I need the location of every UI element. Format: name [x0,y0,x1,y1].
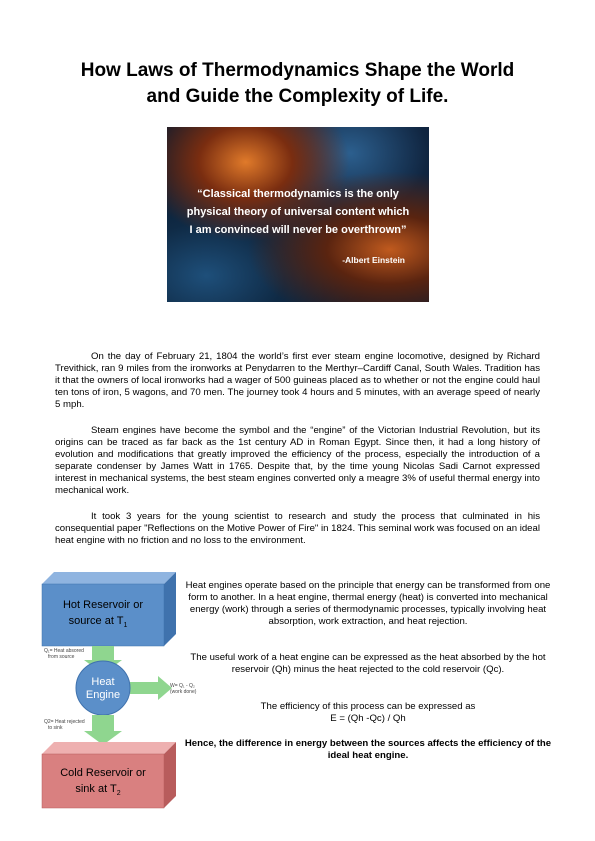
work-label-line-2: (work done) [170,689,197,695]
engine-line-2: Engine [85,689,121,701]
title-line-1: How Laws of Thermodynamics Shape the World [80,60,515,81]
q1-label-line-1: Q₁= Heat absored [44,648,84,654]
quote-author: -Albert Einstein [342,255,405,265]
heat-engine [76,661,130,715]
cold-reservoir [42,742,176,808]
q1-label-line-2: from source [48,654,75,660]
q2-label-line-2: to sink [48,725,63,731]
page-title [40,58,555,110]
quote-line-1: “Classical thermodynamics is the only [197,188,399,200]
title-line-2: and Guide the Complexity of Life. [146,86,449,107]
right-paragraph-3 [178,701,558,725]
hot-reservoir-subscript: 1 [123,622,128,629]
cold-reservoir-line-1: Cold Reservoir or [60,767,146,779]
paragraph-2 [55,425,540,497]
quote-line-2: physical theory of universal content which [186,206,410,218]
paragraph-2-text: Steam engines have become the symbol and the “engine” of the Victorian Industrial Revolution, but its origins can be traced as far back as the 1st century AD in Roman Egypt. Since then, it had a long history of evolution and modifications that greatly improved the efficiency of the process, especially the introduction of a separate condenser by James Watt in 1765. Despite that, by the time young Nicolas Sadi Carnot expressed interest in mechanical systems, the best steam engines converted only a meagre 3% of useful thermal energy into mechanical work. [55,425,540,496]
hot-reservoir-line-1: Hot Reservoir or [62,599,144,611]
arrow-work [130,676,172,700]
efficiency-formula: E = (Qh -Qc) / Qh [330,713,406,724]
cold-reservoir-line-2: sink at T [75,783,117,795]
quote-text [167,185,429,239]
paragraph-3 [55,511,540,547]
svg-text:source at T1 [69,615,128,629]
hot-reservoir [42,572,176,646]
efficiency-intro: The efficiency of this process can be expressed as [260,701,476,712]
arrow-q2 [84,715,122,745]
right-paragraph-1: Heat engines operate based on the principle that energy can be transformed from one form to another. In a heat engine, thermal energy (heat) is converted into mechanical energy (work) through a series of thermodynamic processes, typically involving heat absorption, work extraction, and heat rejection. [185,580,551,627]
paragraph-1-text: On the day of February 21, 1804 the world’s first ever steam engine locomotive, designed by Richard Trevithick, ran 9 miles from the ironworks at Penydarren to the Merthyr–Cardiff Canal, South Wales. Tradition has it that the owners of local ironworks had a wager of 500 guineas placed as to whether or not the engine could haul ten tons of iron, 5 wagons, and 70 men. The journey took 4 hours and 5 minutes, with an average speed of nearly 5 mph. [55,351,540,410]
hot-reservoir-line-2: source at T [68,615,124,627]
conclusion-text: Hence, the difference in energy between the sources affects the efficiency of the ideal heat engine. [184,738,552,761]
svg-text:sink at T2 [75,783,120,797]
right-paragraph-2: The useful work of a heat engine can be expressed as the heat absorbed by the hot reservoir (Qh) minus the heat rejected to the cold reservoir (Qc). [190,652,546,675]
quote-line-3: I am convinced will never be overthrown” [189,224,407,236]
work-label-line-1: W= Q₁ - Q₂ [170,683,195,689]
einstein-quote-image [167,127,429,302]
cold-reservoir-subscript: 2 [116,790,121,797]
paragraph-1 [55,351,540,411]
paragraph-3-text: It took 3 years for the young scientist to research and study the process that culminated in his consequential paper "Reflections on the Motive Power of Fire" in 1824. This seminal work was focused on an ideal heat engine with no friction and no loss to the environment. [55,511,540,546]
engine-line-1: Heat [91,676,115,688]
q2-label-line-1: Q2= Heat rejected [44,719,85,725]
